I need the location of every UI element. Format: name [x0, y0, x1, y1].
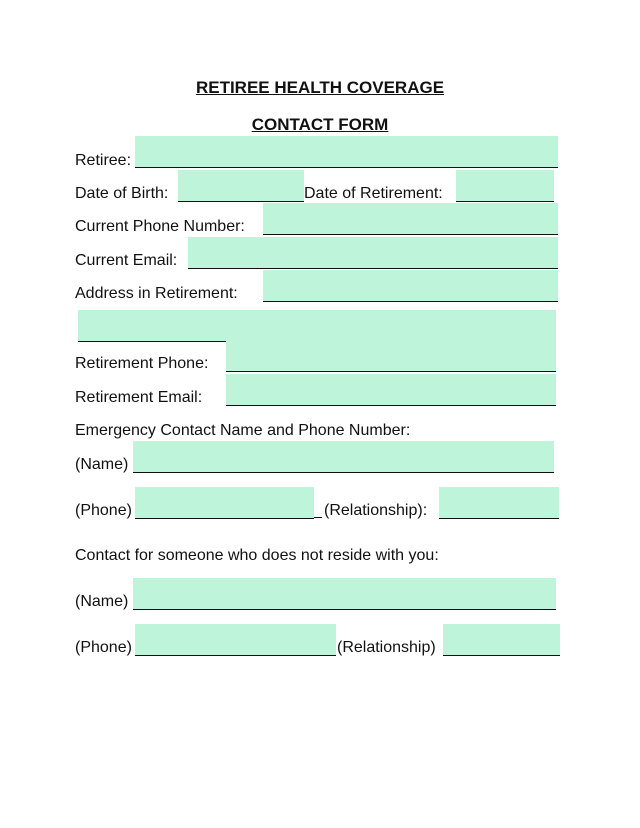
emergency-name-field[interactable] — [133, 441, 554, 473]
emergency-name-label: (Name) — [75, 456, 129, 473]
current-email-field[interactable] — [188, 237, 558, 269]
date-of-retirement-label: Date of Retirement: — [304, 185, 443, 202]
emergency-phone-field[interactable] — [135, 487, 314, 519]
emergency-phone-label: (Phone) — [75, 502, 132, 519]
nonresident-relationship-label: (Relationship) — [337, 639, 436, 656]
address-line1-field[interactable] — [263, 270, 558, 302]
nonresident-relationship-field[interactable] — [443, 624, 560, 656]
emergency-contact-heading: Emergency Contact Name and Phone Number: — [75, 422, 411, 439]
form-title-line1: RETIREE HEALTH COVERAGE — [195, 78, 445, 97]
retirement-phone-label: Retirement Phone: — [75, 355, 209, 372]
retiree-label: Retiree: — [75, 152, 132, 169]
emergency-phone-underline-tail — [314, 517, 322, 518]
date-of-birth-label: Date of Birth: — [75, 185, 169, 202]
emergency-relationship-field[interactable] — [439, 487, 559, 519]
current-phone-label: Current Phone Number: — [75, 218, 245, 235]
current-phone-field[interactable] — [263, 203, 558, 235]
nonresident-name-label: (Name) — [75, 593, 129, 610]
nonresident-name-field[interactable] — [133, 578, 556, 610]
nonresident-contact-heading: Contact for someone who does not reside with you: — [75, 547, 439, 564]
nonresident-phone-label: (Phone) — [75, 639, 132, 656]
retiree-field[interactable] — [135, 136, 558, 168]
retirement-phone-field[interactable] — [226, 340, 556, 372]
date-of-retirement-field[interactable] — [456, 170, 554, 202]
date-of-birth-field[interactable] — [178, 170, 304, 202]
address-in-retirement-label: Address in Retirement: — [75, 285, 238, 302]
emergency-relationship-label: (Relationship): — [324, 502, 428, 519]
current-email-label: Current Email: — [75, 252, 178, 269]
form-title-line2: CONTACT FORM — [251, 115, 389, 134]
address-line2-field[interactable] — [78, 310, 556, 342]
retirement-email-field[interactable] — [226, 374, 556, 406]
retirement-email-label: Retirement Email: — [75, 389, 203, 406]
nonresident-phone-field[interactable] — [135, 624, 336, 656]
